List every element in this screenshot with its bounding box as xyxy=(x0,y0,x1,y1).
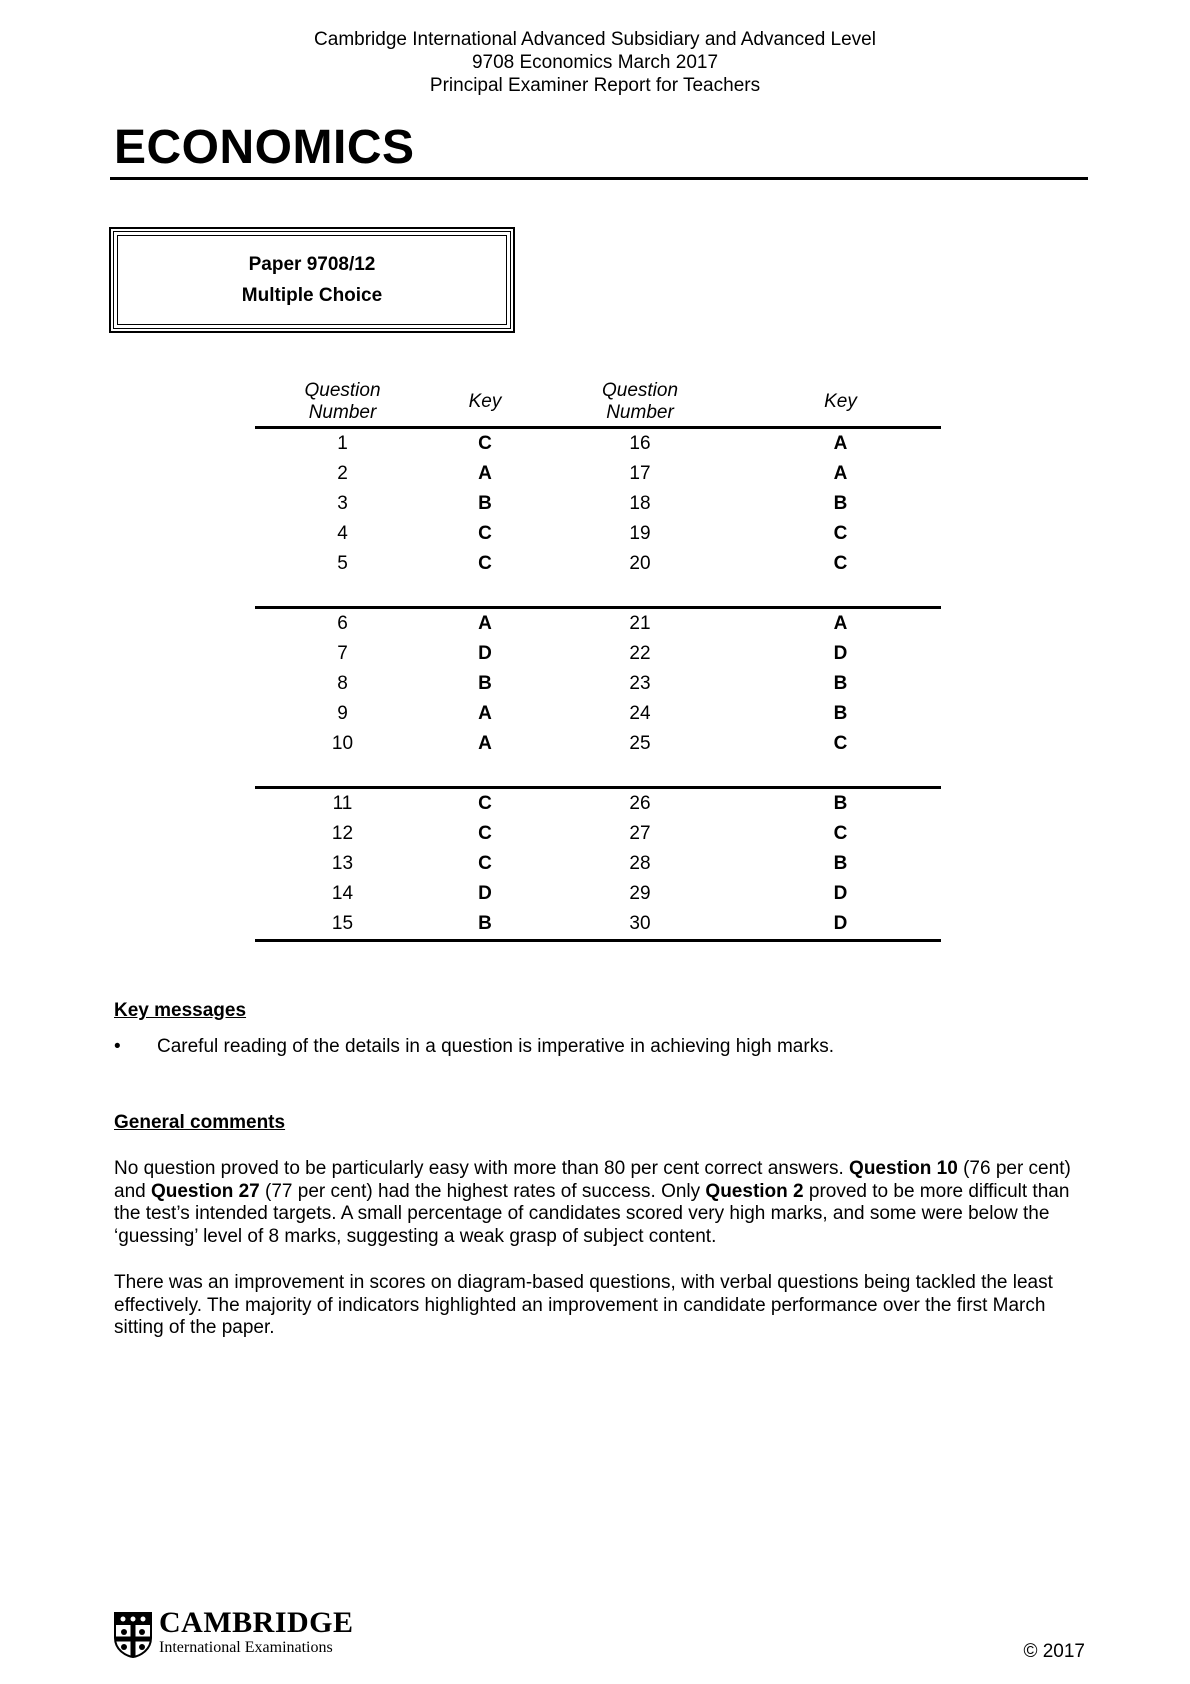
key-cell: C xyxy=(833,553,848,574)
question-number-cell: 12 xyxy=(331,823,354,844)
table-row xyxy=(255,669,941,699)
question-number-cell: 18 xyxy=(629,493,651,514)
key-cell: D xyxy=(740,909,941,941)
header-key-1: Key xyxy=(430,378,540,428)
table-row xyxy=(255,459,941,489)
key-messages-heading: Key messages xyxy=(114,1000,247,1021)
question-number-cell: 1 xyxy=(337,433,348,454)
question-number-cell: 2 xyxy=(337,463,348,484)
header-line-3: Principal Examiner Report for Teachers xyxy=(429,75,761,96)
key-cell: A xyxy=(478,703,492,724)
table-row xyxy=(255,699,941,729)
p1-bold-question-10: Question 10 xyxy=(849,1158,958,1179)
question-number-cell: 6 xyxy=(337,613,348,634)
logo-wordmark: CAMBRIDGE xyxy=(159,1606,354,1639)
key-cell: C xyxy=(833,733,848,754)
key-cell: A xyxy=(833,613,848,634)
key-cell: B xyxy=(833,853,848,874)
question-number-cell: 10 xyxy=(331,733,354,754)
p1-text-1: No question proved to be particularly easy with more than 80 per cent correct answers. xyxy=(114,1158,850,1179)
key-cell: B xyxy=(833,493,848,514)
key-cell: B xyxy=(430,909,540,941)
key-cell: D xyxy=(478,883,492,904)
question-number-cell: 14 xyxy=(331,883,354,904)
question-number-cell: 16 xyxy=(629,433,651,454)
crest-icon xyxy=(114,1612,152,1658)
key-cell: A xyxy=(833,463,848,484)
header-line-1: Cambridge International Advanced Subsidiary and Advanced Level xyxy=(314,29,876,50)
answer-key-table xyxy=(255,378,941,942)
key-cell: C xyxy=(478,433,492,454)
table-row xyxy=(255,639,941,669)
question-number-cell: 24 xyxy=(629,703,651,724)
title-rule xyxy=(110,177,1088,180)
question-number-cell: 19 xyxy=(629,523,651,544)
copyright-notice: © 2017 xyxy=(1023,1641,1085,1662)
key-message-text: Careful reading of the details in a question is imperative in achieving high marks. xyxy=(157,1036,834,1057)
question-number-cell: 25 xyxy=(629,733,651,754)
key-cell: C xyxy=(478,553,492,574)
group-separator xyxy=(255,579,941,608)
table-row xyxy=(255,729,941,759)
page-title: ECONOMICS xyxy=(114,121,415,174)
p1-bold-question-2: Question 2 xyxy=(705,1180,804,1202)
p1-text-3: (77 per cent) had the highest rates of success. Only xyxy=(259,1180,706,1202)
logo-subtitle: International Examinations xyxy=(159,1639,333,1656)
table-header-row xyxy=(255,378,941,428)
key-cell: C xyxy=(478,523,492,544)
key-cell: A xyxy=(478,733,492,754)
question-number-cell: 26 xyxy=(629,793,651,814)
key-cell: B xyxy=(833,793,848,814)
table-row xyxy=(255,849,941,879)
header-question-number-2: Question Number xyxy=(540,378,740,428)
key-cell: A xyxy=(478,463,492,484)
general-comments-paragraph-2: There was an improvement in scores on diagram-based questions, with verbal questions being tackled the least effectively. The majority of indicators highlighted an improvement in candidate performance over the first March sitting of the paper. xyxy=(114,1272,1053,1338)
key-cell: B xyxy=(478,673,492,694)
question-number-cell: 29 xyxy=(629,883,651,904)
group-separator-cell xyxy=(255,579,941,608)
table-row xyxy=(255,879,941,909)
table-row xyxy=(255,428,941,460)
header-line-2: 9708 Economics March 2017 xyxy=(471,52,719,73)
question-number-cell: 5 xyxy=(337,553,348,574)
bullet-marker: • xyxy=(114,1036,121,1057)
question-number-cell: 17 xyxy=(629,463,651,484)
key-cell: D xyxy=(478,643,492,664)
question-number-cell: 3 xyxy=(337,493,348,514)
question-number-cell: 27 xyxy=(629,823,651,844)
question-number-cell: 7 xyxy=(337,643,348,664)
table-row xyxy=(255,909,941,941)
question-number-cell: 28 xyxy=(629,853,651,874)
group-separator xyxy=(255,759,941,788)
table-row xyxy=(255,519,941,549)
header-key-2: Key xyxy=(740,378,941,428)
header-question-number-1: Question Number xyxy=(255,378,430,428)
table-row xyxy=(255,788,941,820)
report-header xyxy=(0,28,1190,97)
key-cell: B xyxy=(833,673,848,694)
paper-type: Multiple Choice xyxy=(241,285,383,306)
key-cell: C xyxy=(833,523,848,544)
p1-bold-question-27: Question 27 xyxy=(150,1180,260,1202)
key-cell: C xyxy=(478,793,492,814)
question-number-cell: 8 xyxy=(337,673,348,694)
paper-info-box xyxy=(110,228,514,332)
table-row xyxy=(255,608,941,640)
question-number-cell: 9 xyxy=(337,703,348,724)
question-number-cell: 4 xyxy=(337,523,348,544)
group-separator-cell xyxy=(255,759,941,788)
question-number-cell: 15 xyxy=(255,909,430,941)
question-number-cell: 30 xyxy=(540,909,740,941)
question-number-cell: 11 xyxy=(332,793,353,814)
table-body xyxy=(255,428,941,941)
general-comments-heading: General comments xyxy=(114,1112,286,1133)
key-cell: C xyxy=(833,823,848,844)
question-number-cell: 13 xyxy=(331,853,354,874)
key-cell: D xyxy=(833,883,848,904)
table-row xyxy=(255,549,941,579)
question-number-cell: 21 xyxy=(629,613,651,634)
general-comments-paragraph-1 xyxy=(114,1158,1092,1248)
key-cell: C xyxy=(478,823,492,844)
question-number-cell: 22 xyxy=(629,643,651,664)
paper-code: Paper 9708/12 xyxy=(248,254,376,275)
p1-text-4: proved to be more difficult than the test’s intended targets. A small percentage of candidates scored very high marks, and some were below the ‘guessing’ level of 8 marks, suggesting a weak grasp of subject content. xyxy=(114,1180,1070,1247)
key-cell: A xyxy=(478,613,492,634)
question-number-cell: 23 xyxy=(629,673,651,694)
table-row xyxy=(255,489,941,519)
key-cell: C xyxy=(478,853,492,874)
paper-box-inner-border xyxy=(117,235,507,325)
table-row xyxy=(255,819,941,849)
p1-text-2: (76 per cent) and xyxy=(114,1158,1071,1202)
key-cell: B xyxy=(833,703,848,724)
question-number-cell: 20 xyxy=(629,553,651,574)
key-cell: D xyxy=(833,643,848,664)
key-cell: B xyxy=(478,493,492,514)
key-cell: A xyxy=(833,433,848,454)
